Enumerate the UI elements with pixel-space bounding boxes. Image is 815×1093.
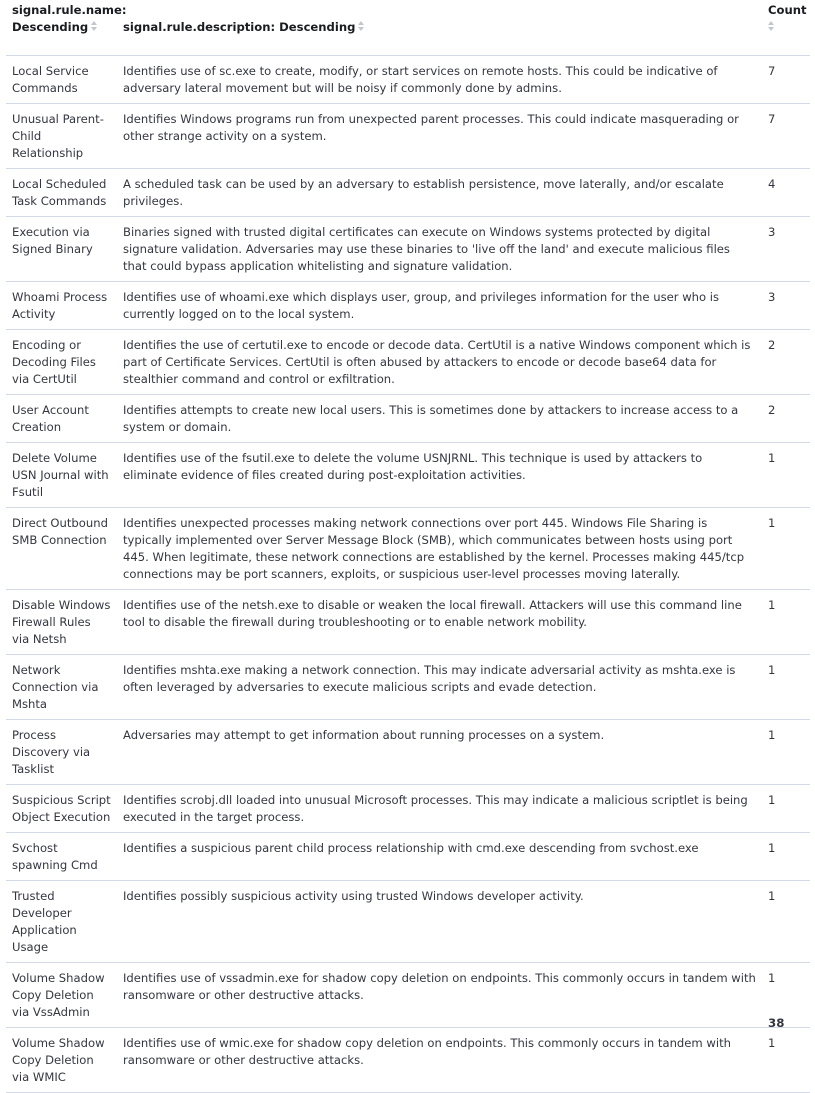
- data-table: [6, 0, 810, 1093]
- table-row: [6, 104, 810, 169]
- cell-count: 1: [762, 655, 810, 720]
- cell-count: 3: [762, 217, 810, 282]
- cell-rule-name: Local Scheduled Task Commands: [6, 169, 117, 217]
- cell-count: 7: [762, 56, 810, 104]
- cell-count: 2: [762, 330, 810, 395]
- table-row: [6, 963, 810, 1028]
- cell-rule-name: Disable Windows Firewall Rules via Netsh: [6, 590, 117, 655]
- column-header-count-label: Count: [768, 3, 807, 17]
- cell-rule-name: Delete Volume USN Journal with Fsutil: [6, 443, 117, 508]
- cell-rule-description: Identifies use of sc.exe to create, modify, or start services on remote hosts. This could be indicative of adversary lateral movement but will be noisy if commonly done by admins.: [117, 56, 762, 104]
- cell-rule-name: Network Connection via Mshta: [6, 655, 117, 720]
- cell-rule-name: Svchost spawning Cmd: [6, 833, 117, 881]
- column-header-rule-name-sort-label: Descending: [12, 20, 89, 34]
- cell-count: 1: [762, 590, 810, 655]
- cell-rule-name: Volume Shadow Copy Deletion via VssAdmin: [6, 963, 117, 1028]
- cell-count: 1: [762, 963, 810, 1028]
- cell-count: 1: [762, 508, 810, 590]
- cell-rule-description: Identifies mshta.exe making a network connection. This may indicate adversarial activity as mshta.exe is often leveraged by adversaries to execute malicious scripts and evade detection.: [117, 655, 762, 720]
- cell-rule-description: Identifies the use of certutil.exe to encode or decode data. CertUtil is a native Windows component which is part of Certificate Services. CertUtil is often abused by attackers to encode or decode base64 data for stealthier command and control or exfiltration.: [117, 330, 762, 395]
- table-row: [6, 720, 810, 785]
- table-row: [6, 330, 810, 395]
- column-header-count[interactable]: [762, 0, 810, 56]
- cell-rule-name: Direct Outbound SMB Connection: [6, 508, 117, 590]
- cell-rule-description: Identifies a suspicious parent child process relationship with cmd.exe descending from svchost.exe: [117, 833, 762, 881]
- sort-icon[interactable]: [768, 21, 775, 32]
- cell-rule-description: Identifies unexpected processes making network connections over port 445. Windows File Sharing is typically implemented over Server Message Block (SMB), which communicates between hosts using port 445. When legitimate, these network connections are established by the kernel. Processes making 445/tcp connections may be port scanners, exploits, or suspicious user-level processes moving laterally.: [117, 508, 762, 590]
- table-row: [6, 169, 810, 217]
- table-row: [6, 395, 810, 443]
- table-header-row: [6, 0, 810, 56]
- cell-rule-name: Unusual Parent-Child Relationship: [6, 104, 117, 169]
- sort-icon[interactable]: [91, 21, 98, 32]
- cell-rule-description: Identifies use of wmic.exe for shadow copy deletion on endpoints. This commonly occurs in tandem with ransomware or other destructive attacks.: [117, 1028, 762, 1093]
- cell-rule-description: Identifies use of whoami.exe which displays user, group, and privileges information for the user who is currently logged on to the local system.: [117, 282, 762, 330]
- cell-count: 2: [762, 395, 810, 443]
- table-row: [6, 881, 810, 963]
- column-header-rule-name[interactable]: [6, 0, 127, 56]
- cell-rule-description: Identifies Windows programs run from unexpected parent processes. This could indicate masquerading or other strange activity on a system.: [117, 104, 762, 169]
- table-row: [6, 1028, 810, 1093]
- cell-rule-name: Local Service Commands: [6, 56, 117, 104]
- table-row: [6, 785, 810, 833]
- cell-rule-description: Binaries signed with trusted digital certificates can execute on Windows systems protected by digital signature validation. Adversaries may use these binaries to 'live off the land' and execute malicious files that could bypass application whitelisting and signature validation.: [117, 217, 762, 282]
- cell-rule-description: Adversaries may attempt to get information about running processes on a system.: [117, 720, 762, 785]
- cell-rule-description: Identifies use of the netsh.exe to disable or weaken the local firewall. Attackers will use this command line tool to disable the firewall during troubleshooting or to enable network mobility.: [117, 590, 762, 655]
- column-header-rule-description-label: signal.rule.description: Descending: [123, 20, 356, 34]
- cell-rule-description: A scheduled task can be used by an adversary to establish persistence, move laterally, and/or escalate privileges.: [117, 169, 762, 217]
- table-row: [6, 833, 810, 881]
- cell-count: 1: [762, 881, 810, 963]
- cell-rule-description: Identifies use of the fsutil.exe to delete the volume USNJRNL. This technique is used by attackers to eliminate evidence of files created during post-exploitation activities.: [117, 443, 762, 508]
- total-count: 38: [768, 1016, 785, 1030]
- table-row: [6, 282, 810, 330]
- cell-count: 4: [762, 169, 810, 217]
- cell-rule-description: Identifies possibly suspicious activity using trusted Windows developer activity.: [117, 881, 762, 963]
- cell-rule-description: Identifies attempts to create new local users. This is sometimes done by attackers to increase access to a system or domain.: [117, 395, 762, 443]
- cell-rule-name: Suspicious Script Object Execution: [6, 785, 117, 833]
- table-row: [6, 508, 810, 590]
- table-row: [6, 217, 810, 282]
- cell-count: 3: [762, 282, 810, 330]
- table-body: [6, 56, 810, 1093]
- table-row: [6, 56, 810, 104]
- sort-icon[interactable]: [358, 21, 365, 32]
- cell-rule-description: Identifies scrobj.dll loaded into unusual Microsoft processes. This may indicate a malicious scriptlet is being executed in the target process.: [117, 785, 762, 833]
- cell-count: 1: [762, 833, 810, 881]
- cell-rule-name: Encoding or Decoding Files via CertUtil: [6, 330, 117, 395]
- column-header-rule-description[interactable]: [117, 0, 762, 56]
- cell-rule-name: User Account Creation: [6, 395, 117, 443]
- table-row: [6, 443, 810, 508]
- cell-rule-name: Trusted Developer Application Usage: [6, 881, 117, 963]
- cell-count: 7: [762, 104, 810, 169]
- cell-rule-name: Execution via Signed Binary: [6, 217, 117, 282]
- cell-count: 1: [762, 1028, 810, 1093]
- table-row: [6, 590, 810, 655]
- cell-rule-name: Process Discovery via Tasklist: [6, 720, 117, 785]
- cell-count: 1: [762, 443, 810, 508]
- cell-count: 1: [762, 785, 810, 833]
- cell-count: 1: [762, 720, 810, 785]
- column-header-rule-name-label: signal.rule.name:: [12, 3, 127, 17]
- table-row: [6, 655, 810, 720]
- cell-rule-description: Identifies use of vssadmin.exe for shadow copy deletion on endpoints. This commonly occurs in tandem with ransomware or other destructive attacks.: [117, 963, 762, 1028]
- cell-rule-name: Whoami Process Activity: [6, 282, 117, 330]
- cell-rule-name: Volume Shadow Copy Deletion via WMIC: [6, 1028, 117, 1093]
